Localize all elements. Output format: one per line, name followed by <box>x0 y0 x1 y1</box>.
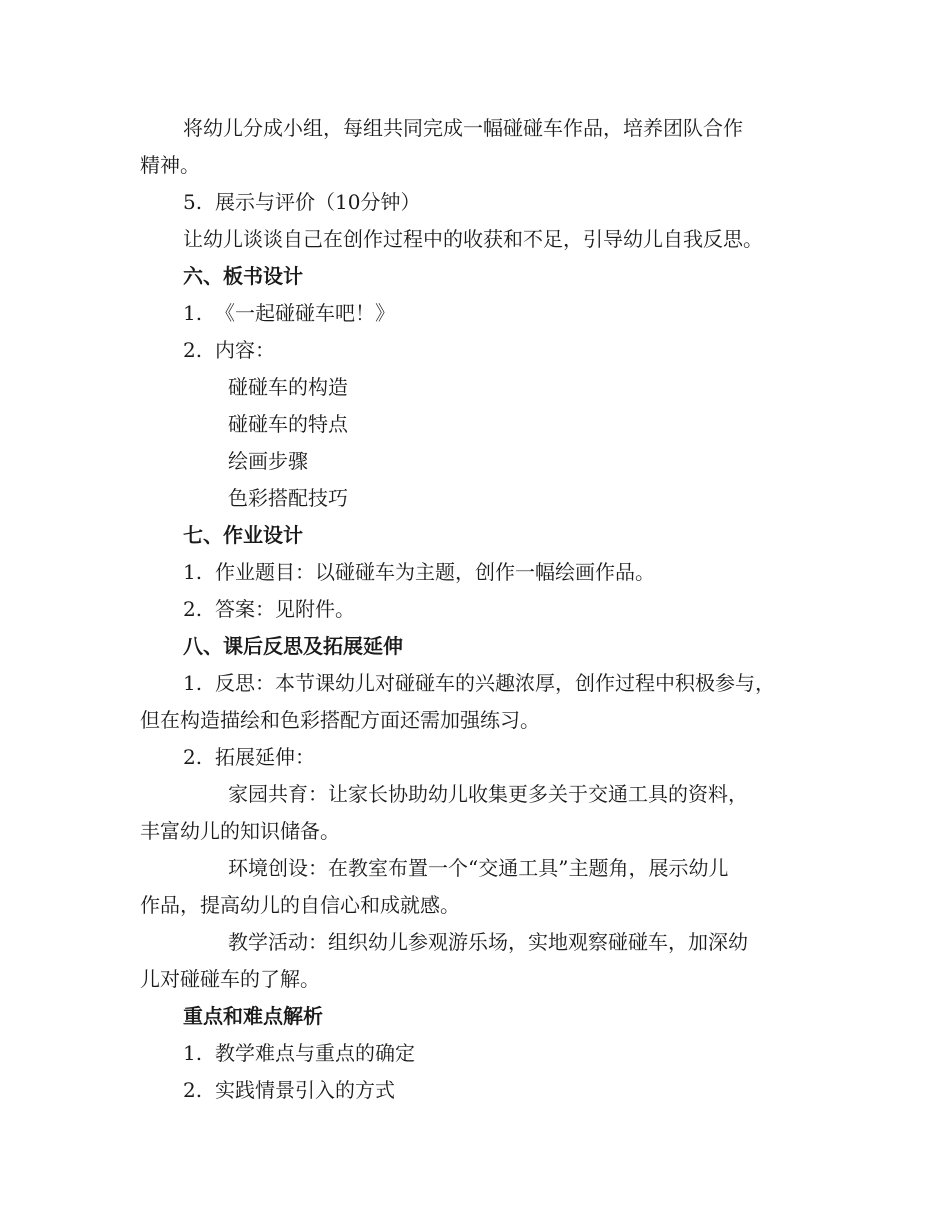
heading-reflection-extension: 八、课后反思及拓展延伸 <box>183 634 403 658</box>
list-text: 展示与评价（10分钟） <box>215 190 421 214</box>
list-number: 1. <box>183 1041 203 1065</box>
paragraph-group-work-line2: 精神。 <box>140 153 200 177</box>
extension-activity-line1: 教学活动：组织幼儿参观游乐场，实地观察碰碰车，加深幼 <box>228 930 748 954</box>
list-item-5 <box>183 189 420 215</box>
list-number: 2. <box>183 597 203 621</box>
heading-board-design: 六、板书设计 <box>183 264 303 288</box>
sub-item-features: 碰碰车的特点 <box>228 412 348 436</box>
heading-homework-design: 七、作业设计 <box>183 523 303 547</box>
list-item-reflection-1 <box>183 670 775 696</box>
paragraph-reflection: 让幼儿谈谈自己在创作过程中的收获和不足，引导幼儿自我反思。 <box>183 227 763 251</box>
extension-home-school-line1: 家园共育：让家长协助幼儿收集更多关于交通工具的资料， <box>228 782 748 806</box>
list-number: 1. <box>183 671 203 695</box>
sub-item-structure: 碰碰车的构造 <box>228 375 348 399</box>
list-item-key-1 <box>183 1040 415 1066</box>
list-number: 2. <box>183 745 203 769</box>
extension-environment-line2: 作品，提高幼儿的自信心和成就感。 <box>140 893 460 917</box>
list-number: 1. <box>183 301 203 325</box>
list-number: 5. <box>183 190 203 214</box>
list-number: 2. <box>183 1078 203 1102</box>
heading-key-difficult-points: 重点和难点解析 <box>183 1004 323 1028</box>
list-item-board-1 <box>183 300 395 326</box>
list-text: 内容： <box>215 338 275 362</box>
extension-home-school-line2: 丰富幼儿的知识储备。 <box>140 819 340 843</box>
list-text: 《一起碰碰车吧！》 <box>215 301 395 325</box>
list-text: 实践情景引入的方式 <box>215 1078 395 1102</box>
extension-environment-line1: 环境创设：在教室布置一个“交通工具”主题角，展示幼儿 <box>228 856 729 880</box>
list-text: 作业题目：以碰碰车为主题，创作一幅绘画作品。 <box>215 560 655 584</box>
sub-item-color-tips: 色彩搭配技巧 <box>228 486 348 510</box>
list-text: 反思：本节课幼儿对碰碰车的兴趣浓厚，创作过程中积极参与， <box>215 671 775 695</box>
extension-activity-line2: 儿对碰碰车的了解。 <box>140 967 320 991</box>
list-text: 拓展延伸： <box>215 745 315 769</box>
list-item-homework-2 <box>183 596 355 622</box>
list-number: 1. <box>183 560 203 584</box>
list-text: 教学难点与重点的确定 <box>215 1041 415 1065</box>
list-text: 答案：见附件。 <box>215 597 355 621</box>
sub-item-drawing-steps: 绘画步骤 <box>228 449 308 473</box>
list-item-reflection-1-cont: 但在构造描绘和色彩搭配方面还需加强练习。 <box>140 708 540 732</box>
list-item-reflection-2 <box>183 744 315 770</box>
list-item-board-2 <box>183 337 275 363</box>
list-number: 2. <box>183 338 203 362</box>
list-item-homework-1 <box>183 559 655 585</box>
paragraph-group-work-line1: 将幼儿分成小组，每组共同完成一幅碰碰车作品，培养团队合作 <box>183 116 743 140</box>
list-item-key-2 <box>183 1077 395 1103</box>
